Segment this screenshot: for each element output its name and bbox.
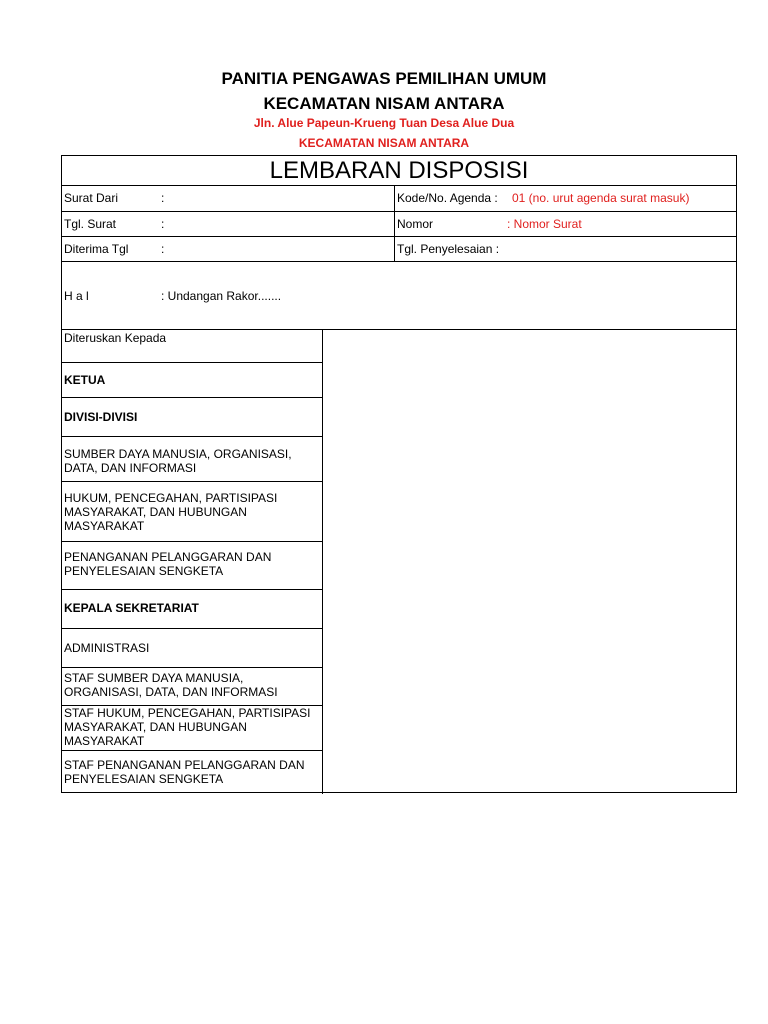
diteruskan-label: Diteruskan Kepada [62, 330, 322, 363]
row-surat-dari [62, 186, 736, 212]
org-district: KECAMATAN NISAM ANTARA [298, 136, 470, 150]
recipient-kepala-sekretariat: KEPALA SEKRETARIAT [62, 590, 322, 629]
tgl-penyelesaian-label: Tgl. Penyelesaian : [397, 242, 500, 256]
org-title: PANITIA PENGAWAS PEMILIHAN UMUM [221, 69, 547, 88]
nomor-value: : Nomor Surat [507, 217, 582, 231]
recipient-ketua: KETUA [62, 363, 322, 398]
row-diterima [62, 237, 736, 262]
surat-dari-label: Surat Dari [64, 191, 119, 205]
form-title: LEMBARAN DISPOSISI [62, 156, 736, 186]
org-subtitle: KECAMATAN NISAM ANTARA [263, 94, 505, 113]
nomor-label: Nomor [397, 217, 434, 231]
kode-agenda-label: Kode/No. Agenda : [397, 191, 498, 205]
diterima-colon: : [161, 242, 165, 256]
recipient-sdm: SUMBER DAYA MANUSIA, ORGANISASI, DATA, DAN INFORMASI [62, 437, 322, 482]
recipient-staf-hukum: STAF HUKUM, PENCEGAHAN, PARTISIPASI MASYARAKAT, DAN HUBUNGAN MASYARAKAT [62, 706, 322, 751]
surat-dari-colon: : [161, 191, 165, 205]
recipient-hukum: HUKUM, PENCEGAHAN, PARTISIPASI MASYARAKAT, DAN HUBUNGAN MASYARAKAT [62, 482, 322, 542]
recipient-column [62, 330, 323, 794]
diterima-label: Diterima Tgl [64, 242, 129, 256]
org-address: Jln. Alue Papeun-Krueng Tuan Desa Alue Dua [253, 116, 515, 130]
hal-value: : Undangan Rakor....... [161, 289, 282, 303]
tgl-surat-label: Tgl. Surat [64, 217, 117, 231]
row-tgl-surat [62, 212, 736, 237]
recipient-staf-penanganan: STAF PENANGANAN PELANGGARAN DAN PENYELESAIAN SENGKETA [64, 758, 305, 786]
recipient-staf-sdm: STAF SUMBER DAYA MANUSIA, ORGANISASI, DATA, DAN INFORMASI [62, 668, 322, 706]
tgl-surat-colon: : [161, 217, 165, 231]
kode-agenda-value: 01 (no. urut agenda surat masuk) [512, 191, 690, 205]
disposition-form [61, 155, 737, 793]
recipient-penanganan: PENANGANAN PELANGGARAN DAN PENYELESAIAN SENGKETA [62, 542, 322, 590]
hal-label: H a l [64, 289, 89, 303]
recipient-administrasi: ADMINISTRASI [62, 629, 322, 668]
row-hal [62, 262, 736, 330]
recipient-divisi: DIVISI-DIVISI [62, 398, 322, 437]
